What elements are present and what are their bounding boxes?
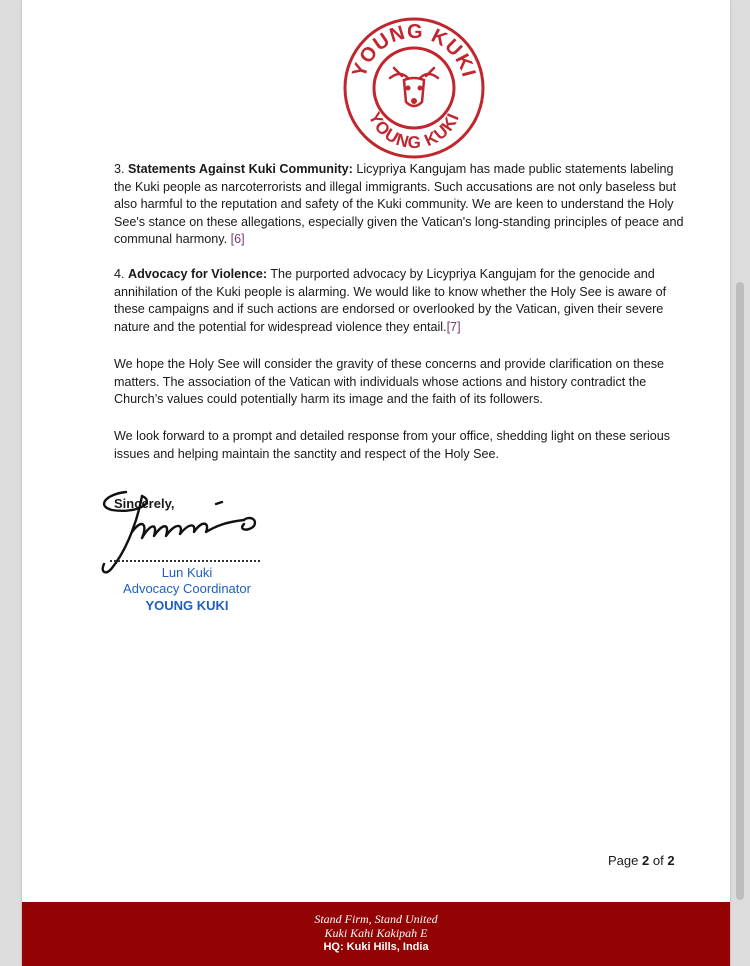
citation-link[interactable]: [7] — [446, 319, 461, 334]
page-current: 2 — [642, 853, 650, 868]
scrollbar-thumb[interactable] — [736, 282, 744, 900]
logo-top-text: YOUNG KUKI — [348, 20, 480, 81]
svg-text:YOUNG KUKI — [348, 21, 479, 80]
page-number — [608, 853, 675, 868]
svg-text:YOUNG KUKI — [365, 109, 463, 152]
page-label: Page — [608, 853, 639, 868]
closing-paragraph-1: We hope the Holy See will consider the gravity of these concerns and provide clarification on these matters. The association of the Vatican with individuals whose actions and history contradict the Church’s values could potentially harm its image and the faith of its followers. — [114, 357, 664, 407]
signatory-role: Advocacy Coordinator — [123, 581, 251, 596]
item-number: 3. — [114, 162, 125, 176]
young-kuki-logo — [342, 16, 486, 160]
signatory-org: YOUNG KUKI — [145, 598, 229, 613]
footer-banner — [22, 902, 730, 966]
page-of: of — [652, 853, 664, 868]
document-page — [22, 0, 730, 966]
paragraph-heading: Advocacy for Violence: — [128, 267, 268, 281]
closing-paragraph-2: We look forward to a prompt and detailed response from your office, shedding light on these serious issues and helping maintain the sanctity and respect of the Holy See. — [114, 429, 671, 461]
paragraph-text: Licypriya Kangujam has made public statements labeling the Kuki people as narcoterrorists and illegal immigrants. Such accusations are not only baseless but also harmful to the reputation and safety of the Kuki community. We are keen to understand the Holy See's stance on these allegations, especially given the Vatican's long-standing principles of peace and communal harmony. — [114, 162, 684, 247]
signature-block — [98, 488, 298, 618]
paragraph-text: The purported advocacy by Licypriya Kangujam for the genocide and annihilation of the Kuki people is alarming. We would like to know whether the Holy See is aware of these campaigns and if such actions are endorsed or overlooked by the Vatican, given their severe nature and the potential for widespread violence they entail. — [114, 267, 667, 334]
paragraph-advocacy — [114, 266, 694, 336]
footer-hq: HQ: Kuki Hills, India — [323, 941, 429, 953]
signatory-name: Lun Kuki — [161, 565, 213, 580]
item-number: 4. — [114, 267, 125, 281]
footer-motto: Stand Firm, Stand United — [314, 912, 438, 926]
logo-bottom-text: YOUNG KUKI — [364, 109, 464, 153]
salutation: Sincerely, — [114, 496, 175, 511]
footer-tagline: Kuki Kahi Kakipah E — [324, 926, 428, 940]
paragraph-heading: Statements Against Kuki Community: — [128, 162, 353, 176]
citation-link[interactable]: [6] — [230, 232, 245, 247]
paragraph-statements — [114, 161, 694, 249]
page-total: 2 — [667, 853, 675, 868]
signature-line — [110, 560, 260, 562]
